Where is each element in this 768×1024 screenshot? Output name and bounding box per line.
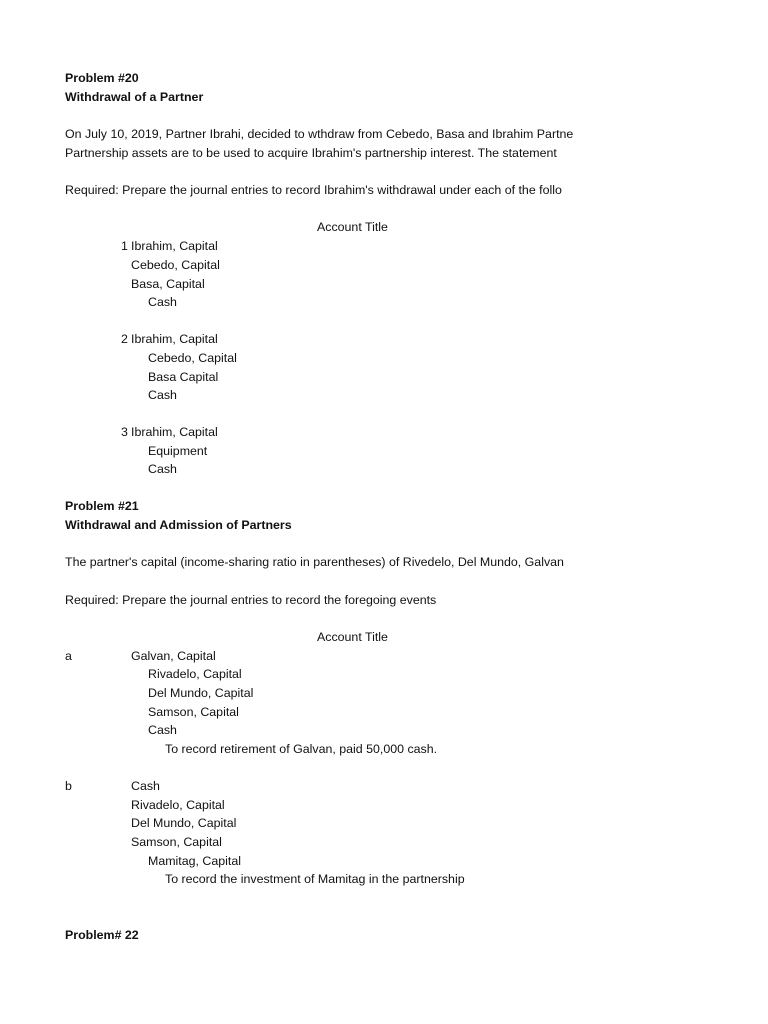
problem-21-paragraph: The partner's capital (income-sharing ratio in parentheses) of Rivedelo, Del Mundo, Galvan	[65, 555, 564, 569]
problem-20-title: Problem #20	[65, 71, 139, 85]
problem-20-paragraph-2: Partnership assets are to be used to acquire Ibrahim's partnership interest. The statement	[65, 146, 557, 160]
debit-account: Ibrahim, Capital	[131, 425, 218, 439]
debit-account: Galvan, Capital	[131, 649, 216, 663]
entry-explanation: To record retirement of Galvan, paid 50,000 cash.	[165, 742, 438, 756]
debit-account: Samson, Capital	[131, 835, 222, 849]
problem-20-paragraph-1: On July 10, 2019, Partner Ibrahi, decided to wthdraw from Cebedo, Basa and Ibrahim Partne	[65, 127, 574, 141]
problem-21-subtitle: Withdrawal and Admission of Partners	[65, 518, 292, 532]
credit-account: Cash	[148, 295, 177, 309]
problem-21-column-header: Account Title	[317, 630, 388, 644]
entry-number: 2	[121, 332, 128, 346]
debit-account: Cebedo, Capital	[131, 258, 220, 272]
credit-account: Samson, Capital	[148, 705, 239, 719]
credit-account: Mamitag, Capital	[148, 854, 241, 868]
problem-21-required: Required: Prepare the journal entries to record the foregoing events	[65, 593, 437, 607]
debit-account: Cash	[131, 779, 160, 793]
entry-label: b	[65, 779, 72, 793]
debit-account: Basa, Capital	[131, 277, 205, 291]
debit-account: Del Mundo, Capital	[131, 816, 237, 830]
credit-account: Cash	[148, 723, 177, 737]
credit-account: Rivadelo, Capital	[148, 667, 242, 681]
problem-20-column-header: Account Title	[317, 220, 388, 234]
debit-account: Rivadelo, Capital	[131, 798, 225, 812]
problem-22-title: Problem# 22	[65, 928, 139, 942]
entry-number: 1	[121, 239, 128, 253]
problem-20-subtitle: Withdrawal of a Partner	[65, 90, 204, 104]
debit-account: Ibrahim, Capital	[131, 332, 218, 346]
credit-account: Equipment	[148, 444, 208, 458]
problem-20-required: Required: Prepare the journal entries to record Ibrahim's withdrawal under each of the follo	[65, 183, 562, 197]
problem-21-title: Problem #21	[65, 499, 139, 513]
credit-account: Cash	[148, 462, 177, 476]
credit-account: Del Mundo, Capital	[148, 686, 254, 700]
entry-label: a	[65, 649, 72, 663]
debit-account: Ibrahim, Capital	[131, 239, 218, 253]
entry-explanation: To record the investment of Mamitag in the partnership	[165, 872, 465, 886]
credit-account: Basa Capital	[148, 370, 219, 384]
credit-account: Cash	[148, 388, 177, 402]
entry-number: 3	[121, 425, 128, 439]
credit-account: Cebedo, Capital	[148, 351, 237, 365]
